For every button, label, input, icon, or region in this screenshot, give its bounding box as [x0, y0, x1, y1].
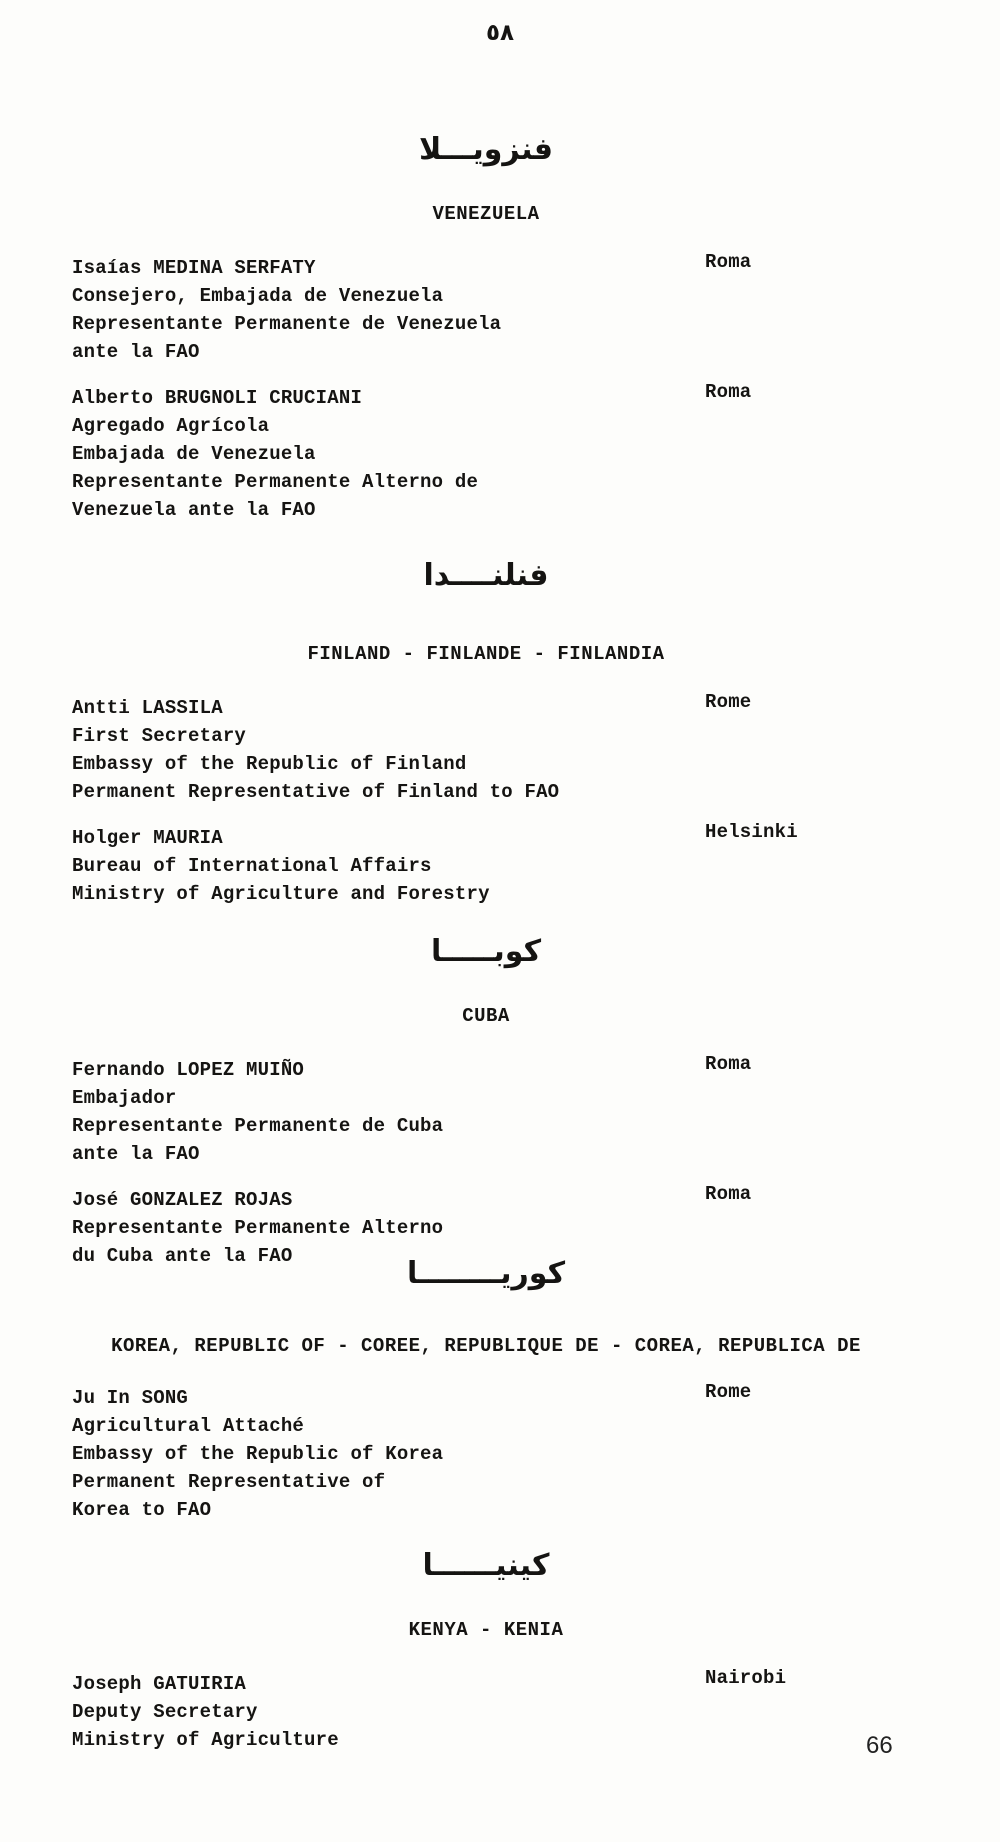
delegate-entry	[72, 691, 1000, 806]
delegate-lines	[72, 254, 1000, 366]
delegate-entry	[72, 1053, 1000, 1168]
country-section	[0, 928, 1000, 1270]
delegate-entry	[72, 821, 1000, 908]
delegate-city: Roma	[705, 381, 752, 403]
delegate-detail: Agricultural Attaché	[72, 1415, 305, 1437]
delegate-city: Roma	[705, 1183, 752, 1205]
delegate-detail: Permanent Representative of Finland to FAO	[72, 781, 560, 803]
delegate-name: Joseph GATUIRIA	[72, 1673, 247, 1695]
delegate-detail: Representante Permanente Alterno de	[72, 471, 479, 493]
delegate-entry	[72, 1381, 1000, 1524]
delegate-detail: Permanent Representative of	[72, 1471, 386, 1493]
delegate-detail: Consejero, Embajada de Venezuela	[72, 285, 444, 307]
country-heading: KENYA - KENIA	[408, 1619, 564, 1641]
country-heading: KOREA, REPUBLIC OF - COREE, REPUBLIQUE DE - COREA, REPUBLICA DE	[111, 1335, 861, 1357]
country-section	[0, 126, 1000, 524]
entries	[0, 1667, 1000, 1754]
delegate-name: Isaías MEDINA SERFATY	[72, 257, 316, 279]
country-heading: CUBA	[462, 1005, 510, 1027]
delegate-city: Helsinki	[705, 821, 798, 843]
country-heading: VENEZUELA	[432, 203, 540, 225]
delegate-city: Rome	[705, 1381, 752, 1403]
country-section	[0, 1250, 1000, 1524]
delegate-detail: Representante Permanente Alterno	[72, 1217, 444, 1239]
country-name-arabic: فنلنــــدا	[423, 558, 549, 593]
page-number: 66	[866, 1732, 893, 1759]
delegate-city: Rome	[705, 691, 752, 713]
delegate-lines	[72, 1384, 1000, 1524]
delegate-detail: ante la FAO	[72, 341, 200, 363]
delegate-entry	[72, 1667, 1000, 1754]
delegate-detail: Representante Permanente de Venezuela	[72, 313, 502, 335]
country-name-arabic: كينيــــــا	[422, 1548, 550, 1583]
country-name-arabic: كوريــــــــا	[406, 1256, 566, 1291]
delegate-name: Fernando LOPEZ MUIÑO	[72, 1059, 305, 1081]
delegate-detail: Embajador	[72, 1087, 177, 1109]
entries	[0, 1381, 1000, 1524]
delegate-name: Antti LASSILA	[72, 697, 223, 719]
delegate-lines	[72, 1670, 1000, 1754]
entries	[0, 691, 1000, 908]
delegate-entry	[72, 381, 1000, 524]
delegate-detail: Ministry of Agriculture and Forestry	[72, 883, 490, 905]
delegate-detail: Representante Permanente de Cuba	[72, 1115, 444, 1137]
delegate-detail: Ministry of Agriculture	[72, 1729, 339, 1751]
delegate-detail: Bureau of International Affairs	[72, 855, 432, 877]
delegate-city: Roma	[705, 251, 752, 273]
delegate-name: Holger MAURIA	[72, 827, 223, 849]
delegate-detail: Deputy Secretary	[72, 1701, 258, 1723]
delegate-detail: First Secretary	[72, 725, 247, 747]
country-section	[0, 552, 1000, 908]
delegate-entry	[72, 251, 1000, 366]
country-name-arabic: كوبـــــا	[430, 934, 542, 969]
delegate-detail: du Cuba ante la FAO	[72, 1245, 293, 1267]
delegate-detail: Korea to FAO	[72, 1499, 212, 1521]
delegate-lines	[72, 384, 1000, 524]
country-section	[0, 1542, 1000, 1754]
delegate-detail: Venezuela ante la FAO	[72, 499, 316, 521]
delegate-name: José GONZALEZ ROJAS	[72, 1189, 293, 1211]
delegate-name: Ju In SONG	[72, 1387, 189, 1409]
entries	[0, 1053, 1000, 1270]
country-name-arabic: فنزويـــلا	[418, 132, 553, 167]
delegate-detail: Agregado Agrícola	[72, 415, 270, 437]
delegate-detail: Embassy of the Republic of Finland	[72, 753, 467, 775]
delegate-detail: ante la FAO	[72, 1143, 200, 1165]
entries	[0, 251, 1000, 524]
delegate-lines	[72, 824, 1000, 908]
delegate-city: Roma	[705, 1053, 752, 1075]
page-number-arabic: ٥٨	[485, 20, 515, 46]
delegate-name: Alberto BRUGNOLI CRUCIANI	[72, 387, 363, 409]
delegate-detail: Embassy of the Republic of Korea	[72, 1443, 444, 1465]
delegate-city: Nairobi	[705, 1667, 787, 1689]
country-heading: FINLAND - FINLANDE - FINLANDIA	[307, 643, 665, 665]
delegate-detail: Embajada de Venezuela	[72, 443, 316, 465]
delegate-lines	[72, 694, 1000, 806]
delegate-lines	[72, 1056, 1000, 1168]
